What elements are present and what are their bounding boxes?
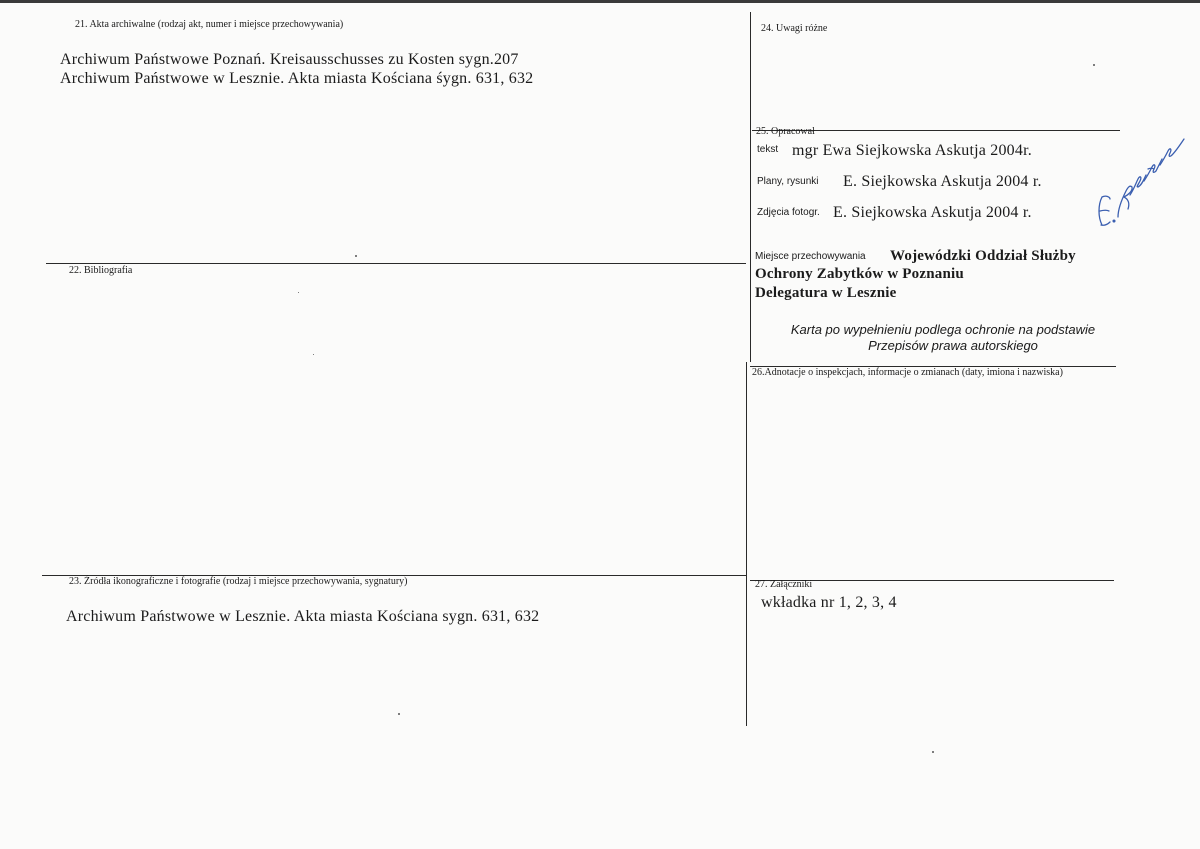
storage-label: Miejsce przechowywania — [755, 251, 866, 262]
author-plans-value: E. Siejkowska Askutja 2004 r. — [843, 173, 1042, 190]
scan-speck — [298, 292, 299, 293]
iconography-line: Archiwum Państwowe w Lesznie. Akta miasta Kościana sygn. 631, 632 — [66, 608, 540, 625]
scan-top-edge — [0, 0, 1200, 3]
section-23-label: 23. Źródła ikonograficzne i fotografie (rodzaj i miejsce przechowywania, sygnatury) — [69, 576, 408, 587]
scan-speck — [355, 255, 357, 257]
section-26-label: 26.Adnotacje o inspekcjach, informacje o zmianach (daty, imiona i nazwiska) — [752, 367, 1063, 378]
scan-speck — [1093, 64, 1095, 66]
section-21-label: 21. Akta archiwalne (rodzaj akt, numer i miejsce przechowywania) — [75, 19, 344, 30]
author-photos-value: E. Siejkowska Askutja 2004 r. — [833, 204, 1032, 221]
archive-line-1: Archiwum Państwowe Poznań. Kreisausschusses zu Kosten sygn.207 — [60, 51, 519, 68]
section-25-label: 25. Opracował — [756, 126, 815, 137]
author-text-label: tekst — [757, 144, 779, 155]
handwritten-signature — [1088, 125, 1188, 235]
scan-speck — [313, 354, 314, 355]
author-text-value: mgr Ewa Siejkowska Askutja 2004r. — [792, 142, 1032, 159]
section-24-label: 24. Uwagi różne — [761, 23, 828, 34]
author-photos-label: Zdjęcia fotogr. — [757, 207, 820, 218]
section-27-label: 27. Załączniki — [755, 579, 813, 590]
copyright-note-line-2: Przepisów prawa autorskiego — [868, 338, 1038, 353]
storage-line-3: Delegatura w Lesznie — [755, 285, 897, 301]
storage-line-1: Wojewódzki Oddział Służby — [890, 248, 1076, 264]
scan-speck — [398, 713, 400, 715]
storage-line-2: Ochrony Zabytków w Poznaniu — [755, 266, 964, 282]
archive-line-2: Archiwum Państwowe w Lesznie. Akta miasta Kościana śygn. 631, 632 — [60, 70, 534, 87]
column-divider-lower — [746, 362, 747, 726]
column-divider-upper — [750, 12, 751, 362]
divider-22 — [46, 263, 746, 264]
section-22-label: 22. Bibliografia — [69, 265, 133, 276]
attachments-value: wkładka nr 1, 2, 3, 4 — [761, 594, 897, 611]
author-plans-label: Plany, rysunki — [757, 176, 819, 187]
copyright-note-line-1: Karta po wypełnieniu podlega ochronie na podstawie — [790, 322, 1096, 337]
scan-speck — [932, 751, 934, 753]
